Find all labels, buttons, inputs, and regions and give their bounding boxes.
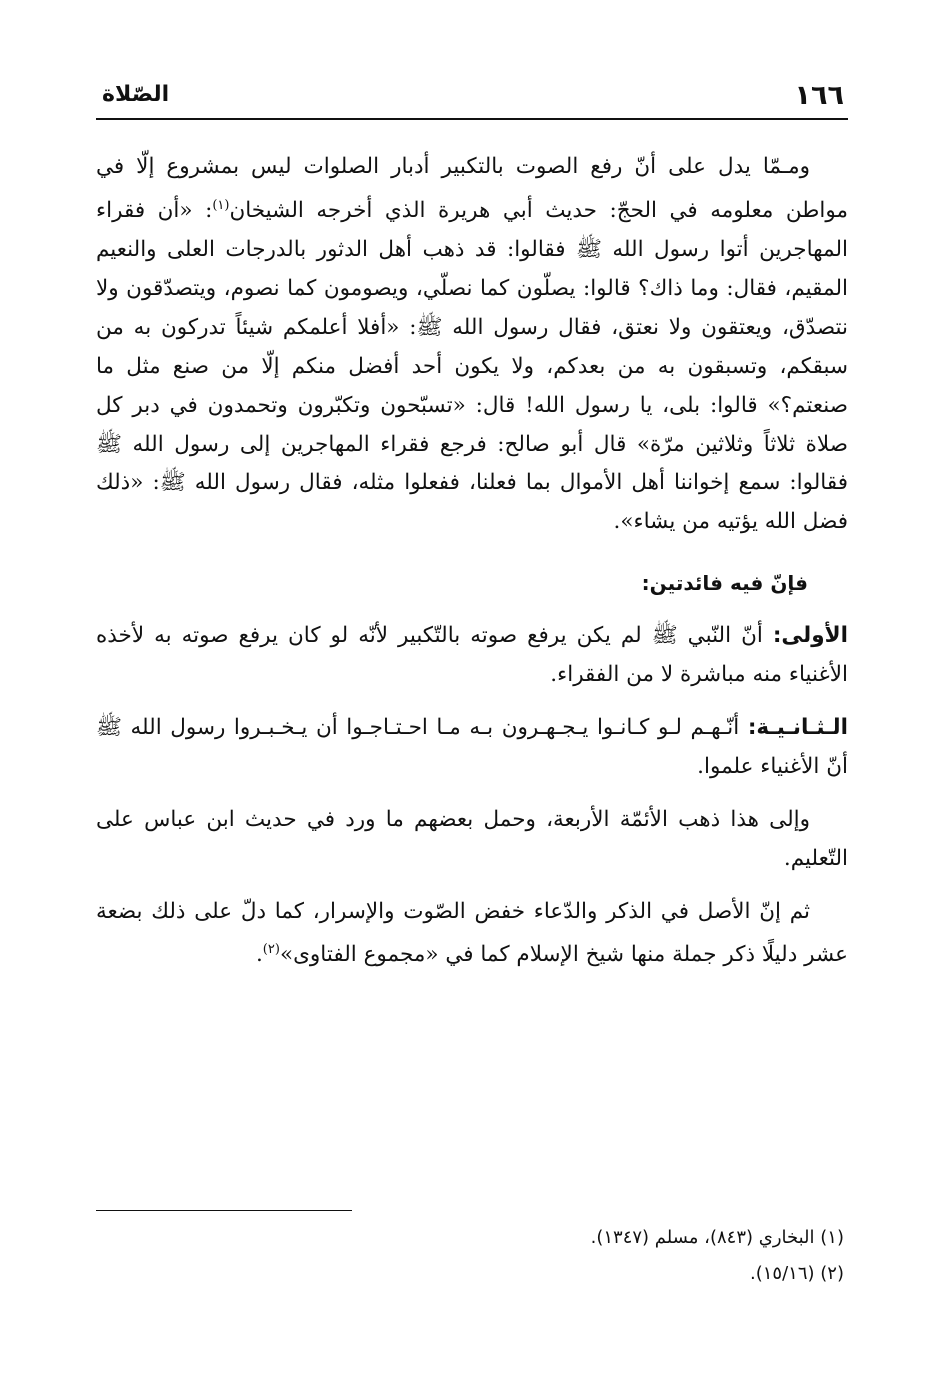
footnote-2: (٢) (١٥/١٦). xyxy=(750,1263,844,1284)
footnote-divider xyxy=(96,1210,352,1211)
paragraph-second-benefit xyxy=(96,709,848,787)
footnotes xyxy=(591,1220,844,1292)
paragraph-hadith xyxy=(96,148,848,542)
page-number: ١٦٦ xyxy=(794,80,844,111)
paragraph-dhikr-end: . xyxy=(255,942,263,968)
paragraph-hadith-intro: ومـمّا يدل على أنّ رفع الصوت بالتكبير أدبار الصلوات ليس بمشروع إلّا في مواطن معلومه في الحجّ: حديث أبي هريرة الذي أخرجه الشيخان xyxy=(96,154,848,224)
footnote-marker-1: (١) xyxy=(212,197,230,213)
second-benefit-text: أنّـهـم لـو كـانـوا يـجـهـرون بـه مـا احـتـاجـوا أن يـخـبـروا رسول الله ﷺ أنّ الأغنياء علموا. xyxy=(96,714,848,779)
paragraph-dhikr-principle xyxy=(96,893,848,976)
paragraph-dhikr-text: ثم إنّ الأصل في الذكر والدّعاء خفض الصّوت والإسرار، كما دلّ على ذلك بضعة عشر دليلًا ذكر جملة منها شيخ الإسلام كما في «مجموع الفتاوى» xyxy=(96,898,848,968)
second-benefit-label: الـثـانـيـة: xyxy=(747,714,848,740)
paragraph-hadith-text: : «أن فقراء المهاجرين أتوا رسول الله ﷺ فقالوا: قد ذهب أهل الدثور بالدرجات العلى والنعيم المقيم، فقال: وما ذاك؟ قالوا: يصلّون كما نصلّي، ويصومون كما نصوم، ويتصدّقون ولا نتصدّق، ويعتقون ولا نعتق، فقال رسول الله ﷺ: «أفلا أعلمكم شيئاً تدركون به من سبقكم، وتسبقون به من بعدكم، ولا يكون أحد أفضل منكم إلّا من صنع مثل ما صنعتم؟» قالوا: بلى، يا رسول الله! قال: «تسبّحون وتكبّرون وتحمدون في دبر كل صلاة ثلاثاً وثلاثين مرّة» قال أبو صالح: فرجع فقراء المهاجرين إلى رسول الله ﷺ فقالوا: سمع إخواننا أهل الأموال بما فعلنا، ففعلوا مثله، فقال رسول الله ﷺ: «ذلك فضل الله يؤتيه من يشاء». xyxy=(96,198,848,535)
body-text xyxy=(96,148,848,976)
paragraph-four-imams: وإلى هذا ذهب الأئمّة الأربعة، وحمل بعضهم ما ورد في حديث ابن عباس على التّعليم. xyxy=(96,806,848,871)
first-benefit-text: أنّ النّبي ﷺ لم يكن يرفع صوته بالتّكبير لأنّه لو كان يرفع صوته به لأخذه الأغنياء منه مباشرة لا من الفقراء. xyxy=(96,623,848,688)
page-header xyxy=(96,74,848,120)
running-title: الصّلاة xyxy=(102,82,170,107)
first-benefit-label: الأولى: xyxy=(772,623,848,649)
footnote-1: (١) البخاري (٨٤٣)، مسلم (١٣٤٧). xyxy=(590,1227,844,1248)
paragraph-first-benefit xyxy=(96,617,848,695)
section-subheading: فإنّ فيه فائدتين: xyxy=(641,571,808,596)
footnote-marker-2: (٢) xyxy=(262,942,280,958)
book-page xyxy=(96,74,848,1314)
